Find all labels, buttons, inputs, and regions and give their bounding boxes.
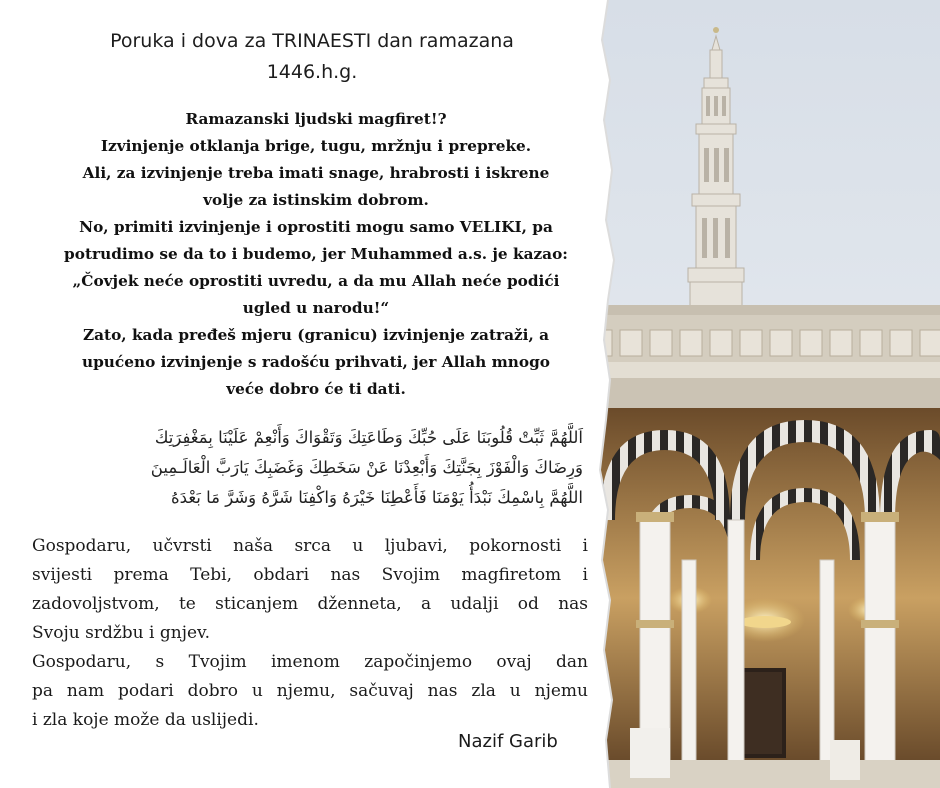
translation-line: zadovoljstvom, te sticanjem dženneta, a udalji od nas [32, 594, 588, 614]
message-line: upućeno izvinjenje s radošću prihvati, jer Allah mnogo [81, 353, 551, 371]
message-line: Ali, za izvinjenje treba imati snage, hrabrosti i iskrene [82, 164, 550, 182]
message-line: Zato, kada pređeš mjeru (granicu) izvinjenje zatraži, a [82, 326, 550, 344]
arabic-dua-line: اَللَّهُمَّ ثَبِّتْ قُلُوبَنَا عَلَى حُبِّكَ وَطَاعَتِكَ وَتَقْوَاكَ وَأَنْعِمْ عَلَيْنَا بِمَغْفِرَتِكَ [154, 428, 583, 447]
arabic-dua-line: وَرِضَاكَ وَالْفَوْزَ بِجَنَّتِكَ وَأَبْعِدْنَا عَنْ سَخَطِكَ وَغَضَبِكَ يَارَبَّ الْعَالَـمِينَ [150, 458, 583, 477]
message-line: „Čovjek neće oprostiti uvredu, a da mu Allah neće podići [72, 272, 560, 290]
translation-line: pa nam podari dobro u njemu, sačuvaj nas zla u njemu [32, 681, 588, 701]
message-line: volje za istinskim dobrom. [203, 191, 429, 209]
message-line: Ramazanski ljudski magfiret!? [185, 110, 447, 128]
translation-line: svijesti prema Tebi, obdari nas Svojim magfiretom i [32, 565, 588, 585]
mosque-photo [580, 0, 940, 788]
message-line: veće dobro će ti dati. [226, 380, 406, 398]
post-title: Poruka i dova za TRINAESTI dan ramazana [110, 30, 514, 52]
message-line: No, primiti izvinjenje i oprostiti mogu samo VELIKI, pa [79, 218, 553, 236]
translation-line: Gospodaru, učvrsti naša srca u ljubavi, pokornosti i [32, 536, 588, 556]
arabic-dua-line: اللَّهُمَّ بِاسْمِكَ نَبْدَأُ يَوْمَنَا فَأَعْطِنَا خَيْرَهُ وَاكْفِنَا شَرَّهُ وَشَرَّ مَا بَعْدَهُ [171, 488, 583, 507]
translation-line: Gospodaru, s Tvojim imenom započinjemo ovaj dan [32, 652, 588, 672]
message-line: ugled u narodu!“ [242, 299, 390, 317]
message-line: potrudimo se da to i budemo, jer Muhammed a.s. je kazao: [64, 245, 568, 263]
author-signature: Nazif Garib [458, 731, 558, 752]
message-line: Izvinjenje otklanja brige, tugu, mržnju i prepreke. [100, 137, 532, 155]
post-title-year: 1446.h.g. [266, 61, 358, 83]
translation-line: i zla koje može da uslijedi. [32, 710, 259, 730]
translation-line: Svoju srdžbu i gnjev. [32, 623, 211, 643]
